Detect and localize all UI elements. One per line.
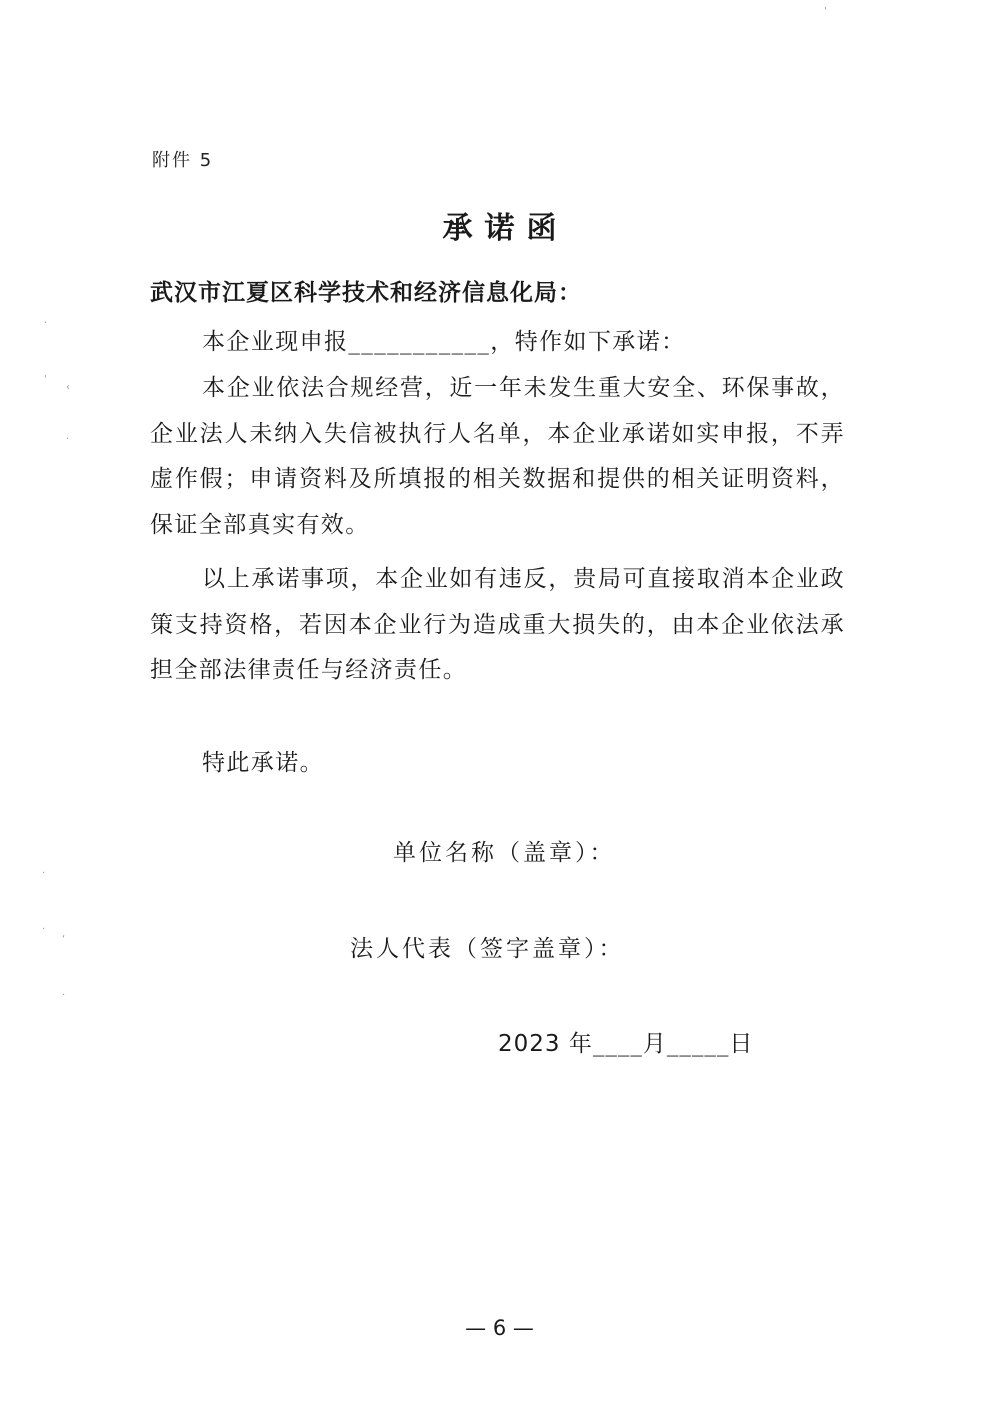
attachment-label: 附件 5: [152, 150, 214, 171]
scan-speck: ‘: [62, 934, 66, 945]
scan-speck: ': [44, 374, 47, 385]
violation-paragraph: 以上承诺事项，本企业如有违反，贵局可直接取消本企业政策支持资格，若因本企业行为造成重大损失的，由本企业依法承担全部法律责任与经济责任。: [150, 566, 845, 683]
date-year: 2023: [498, 1031, 561, 1057]
closing-statement: 特此承诺。: [202, 750, 324, 776]
scan-speck: ·: [42, 868, 46, 879]
scan-speck: ‹: [66, 382, 70, 393]
addressee-line: 武汉市江夏区科学技术和经济信息化局：: [150, 280, 582, 306]
company-name-seal-label: 单位名称（盖章）：: [393, 840, 616, 866]
scan-speck: ·: [66, 434, 70, 445]
scan-speck: ·: [44, 318, 48, 329]
compliance-paragraph: 本企业依法合规经营，近一年未发生重大安全、环保事故，企业法人未纳入失信被执行人名单，本企业承诺如实申报，不弄虚作假；申请资料及所填报的相关数据和提供的相关证明资料，保证全部真实有效。: [150, 375, 845, 538]
document-title: 承诺函: [442, 211, 569, 246]
scan-speck: ': [824, 6, 827, 17]
page-number: — 6 —: [465, 1316, 534, 1340]
scan-speck: ·: [42, 924, 46, 935]
scan-speck: ·: [62, 990, 66, 1001]
date-rest: 年____月_____日: [560, 1031, 754, 1057]
declaration-paragraph: 本企业现申报___________，特作如下承诺：: [202, 329, 686, 355]
date-line: [498, 1025, 753, 1058]
legal-representative-label: 法人代表（签字盖章）：: [350, 936, 625, 962]
